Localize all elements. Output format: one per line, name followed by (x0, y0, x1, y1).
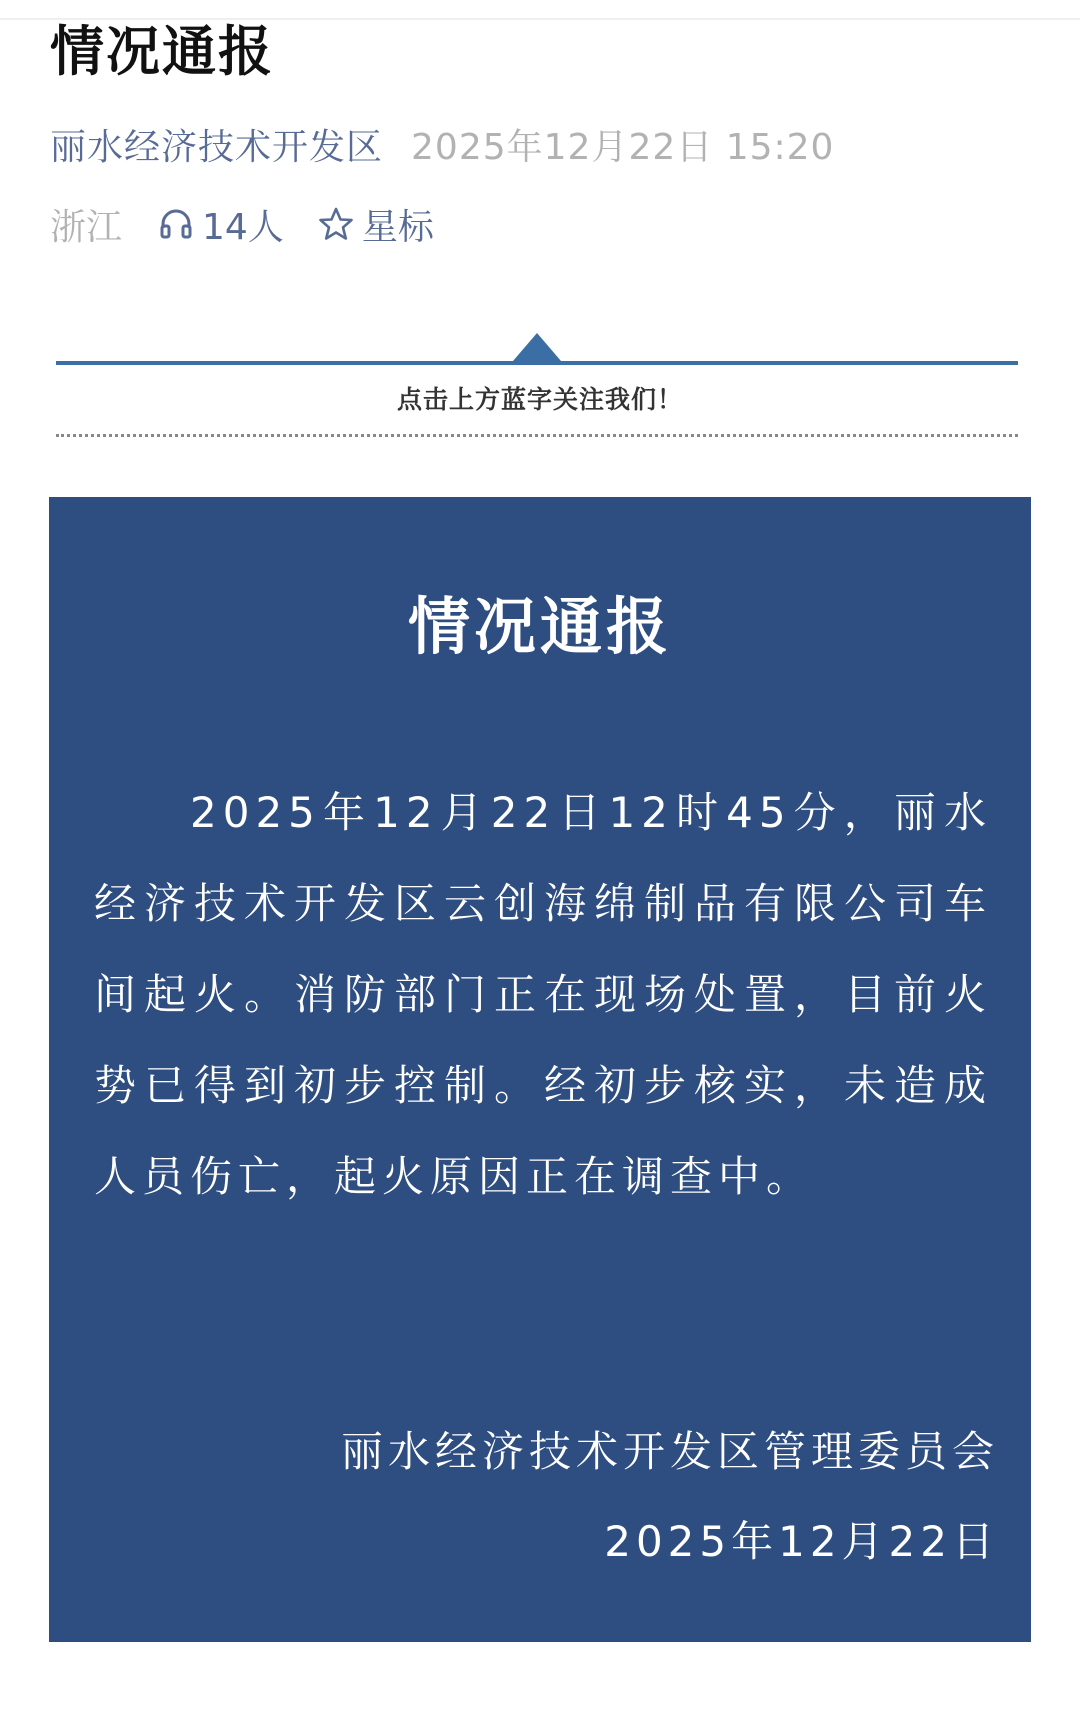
notice-date: 2025年12月22日 (604, 1517, 999, 1566)
notice-body: 2025年12月22日12时45分，丽水经济技术开发区云创海绵制品有限公司车间起火。消防部门正在现场处置，目前火势已得到初步控制。经初步核实，未造成人员伤亡，起火原因正在调查中。 (94, 788, 992, 1201)
article-meta-secondary (50, 200, 434, 248)
notice-title: 情况通报 (407, 590, 672, 663)
banner-divider (56, 361, 1018, 365)
star-outline-icon (318, 206, 354, 242)
star-label: 星标 (361, 206, 434, 248)
banner-arrow-icon (513, 333, 561, 361)
article-meta (50, 120, 834, 168)
notice-image-card (49, 497, 1031, 1642)
follow-prompt: 点击上方蓝字关注我们！ (396, 385, 683, 414)
notice-issuer: 丽水经济技术开发区管理委员会 (340, 1427, 999, 1476)
listen-button[interactable] (158, 199, 284, 250)
article-title: 情况通报 (50, 20, 274, 83)
publish-time: 2025年12月22日 15:20 (411, 126, 835, 168)
notice-signature (341, 1407, 999, 1587)
location-label: 浙江 (50, 206, 123, 248)
dotted-divider (56, 434, 1018, 437)
star-button[interactable] (318, 199, 434, 250)
account-name-link[interactable]: 丽水经济技术开发区 (50, 126, 384, 168)
headphones-icon (158, 206, 194, 242)
listen-count: 14人 (202, 206, 284, 248)
